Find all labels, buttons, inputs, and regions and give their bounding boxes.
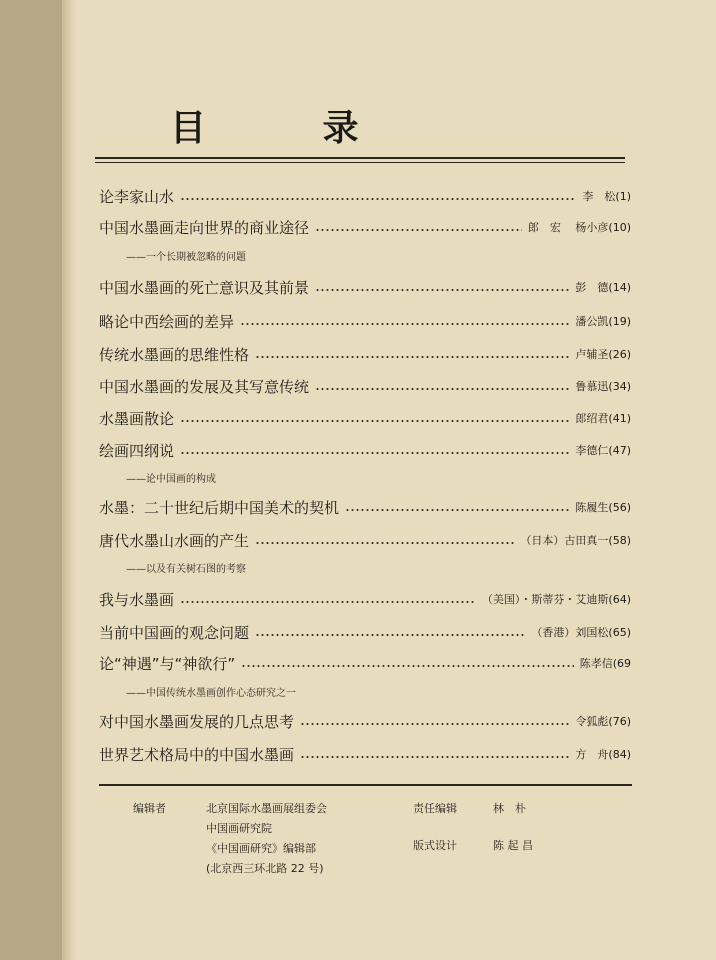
entry-page: (58): [608, 533, 631, 547]
entry-page: (14): [608, 280, 631, 294]
entry-title: 略论中西绘画的差异: [99, 312, 235, 331]
entry-title: 论“神遇”与“神欲行”: [99, 654, 236, 673]
entry-page: (76): [608, 714, 631, 728]
page-gutter-shadow: [62, 0, 76, 960]
layout-design-name: 陈 起 昌: [493, 839, 533, 852]
leader-dots: [315, 387, 569, 391]
entry-page: (47): [608, 443, 631, 457]
entry-title: 对中国水墨画发展的几点思考: [99, 712, 295, 731]
toc-entry[interactable]: [99, 588, 631, 610]
entry-page: (34): [608, 379, 631, 393]
entry-title: 水墨：二十世纪后期中国美术的契机: [99, 498, 340, 517]
entry-author: 彭 德: [575, 281, 609, 294]
entry-page: (65): [608, 625, 631, 639]
leader-dots: [315, 228, 522, 232]
resp-editor-label: 责任编辑: [413, 802, 457, 815]
entry-page: (84): [608, 747, 631, 761]
entry-page: (41): [608, 411, 631, 425]
toc-entry[interactable]: [99, 743, 631, 765]
entry-subtitle: ——中国传统水墨画创作心态研究之一: [126, 688, 296, 699]
entry-author: 潘公凯: [575, 315, 609, 328]
entry-title: 水墨画散论: [99, 409, 175, 428]
page-title: 目 录: [170, 107, 411, 149]
entry-page: (10): [608, 220, 631, 234]
entry-title: 我与水墨画: [99, 590, 175, 609]
editor-line: 中国画研究院: [206, 822, 272, 835]
entry-page: (56): [608, 500, 631, 514]
entry-author: （香港）刘国松: [531, 626, 609, 639]
toc-entry[interactable]: [99, 529, 631, 551]
leader-dots: [300, 755, 569, 759]
toc-entry[interactable]: [99, 710, 631, 732]
toc-entry[interactable]: [99, 276, 631, 298]
entry-subtitle: ——以及有关树石图的考察: [126, 564, 246, 575]
entry-subtitle: ——论中国画的构成: [126, 474, 216, 485]
resp-editor-name: 林 朴: [493, 802, 526, 815]
toc-entry[interactable]: [99, 496, 631, 518]
title-rule-thin: [95, 162, 625, 163]
credits-rule: [99, 784, 632, 786]
entry-title: 中国水墨画走向世界的商业途径: [99, 218, 310, 237]
leader-dots: [345, 508, 569, 512]
entry-author: 鲁慕迅: [575, 380, 609, 393]
entry-author: （美国）・斯蒂芬・艾迪斯: [481, 593, 609, 606]
title-rule: [95, 157, 625, 159]
entry-page: (64): [608, 592, 631, 606]
leader-dots: [180, 197, 576, 201]
entry-author: 李德仁: [575, 444, 609, 457]
leader-dots: [255, 633, 525, 637]
entry-title: 世界艺术格局中的中国水墨画: [99, 745, 295, 764]
leader-dots: [240, 322, 569, 326]
toc-entry[interactable]: [99, 407, 631, 429]
entry-title: 绘画四纲说: [99, 441, 175, 460]
entry-title: 论李家山水: [99, 187, 175, 206]
entry-author: 陈孝信: [579, 657, 613, 670]
entry-author: 令狐彪: [575, 715, 609, 728]
toc-entry[interactable]: [99, 185, 631, 207]
entry-author: 卢辅圣: [575, 348, 609, 361]
leader-dots: [180, 451, 569, 455]
toc-entry[interactable]: [99, 343, 631, 365]
entry-page: (1): [615, 189, 631, 203]
editor-label: 编辑者: [133, 802, 166, 815]
entry-author: 郎绍君: [575, 412, 609, 425]
toc-entry[interactable]: [99, 216, 631, 238]
entry-page: (19): [608, 314, 631, 328]
entry-title: 当前中国画的观念问题: [99, 623, 250, 642]
entry-page: (26): [608, 347, 631, 361]
toc-entry[interactable]: [99, 621, 631, 643]
entry-title: 中国水墨画的死亡意识及其前景: [99, 278, 310, 297]
entry-author: （日本）古田真一: [520, 534, 609, 547]
editor-line: 北京国际水墨画展组委会: [206, 802, 327, 815]
leader-dots: [315, 288, 569, 292]
entry-page: (69: [612, 656, 631, 670]
editor-line: (北京西三环北路 22 号): [206, 862, 324, 875]
toc-entry[interactable]: [99, 439, 631, 461]
entry-title: 传统水墨画的思维性格: [99, 345, 250, 364]
entry-author: 郎 宏 杨小彦: [527, 221, 609, 234]
leader-dots: [241, 664, 574, 668]
entry-author: 陈履生: [575, 501, 609, 514]
leader-dots: [180, 419, 569, 423]
layout-design-label: 版式设计: [413, 839, 457, 852]
entry-author: 李 松: [582, 190, 616, 203]
toc-entry[interactable]: [99, 310, 631, 332]
leader-dots: [255, 355, 569, 359]
toc-entry[interactable]: [99, 375, 631, 397]
leader-dots: [180, 600, 476, 604]
entry-title: 中国水墨画的发展及其写意传统: [99, 377, 310, 396]
entry-subtitle: ——一个长期被忽略的问题: [126, 252, 246, 263]
toc-entry[interactable]: [99, 652, 631, 674]
leader-dots: [300, 722, 569, 726]
entry-title: 唐代水墨山水画的产生: [99, 531, 250, 550]
editor-line: 《中国画研究》编辑部: [206, 842, 316, 855]
leader-dots: [255, 541, 514, 545]
entry-author: 方 舟: [575, 748, 609, 761]
